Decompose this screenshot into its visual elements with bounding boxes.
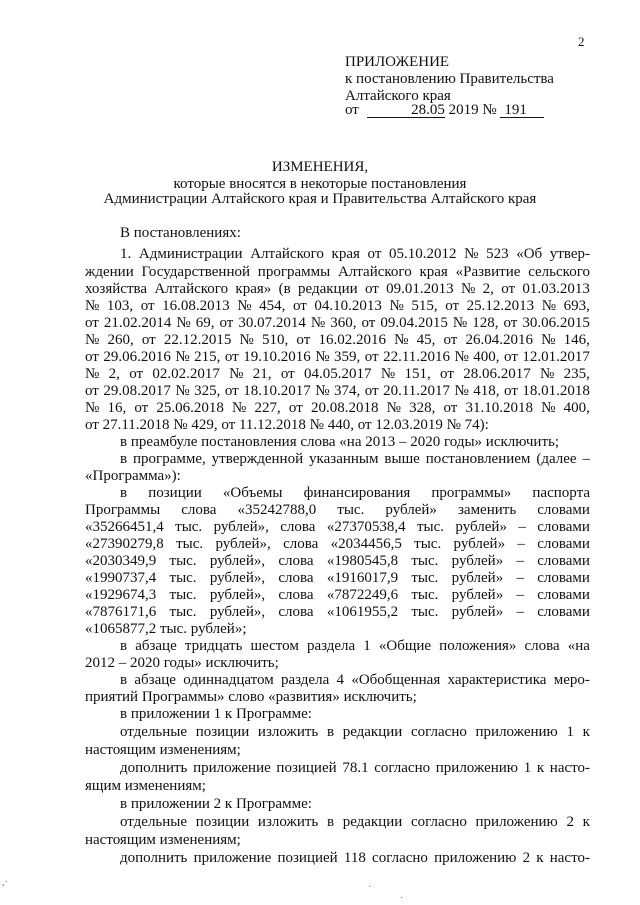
body-line: настоящим изменениям; (85, 832, 241, 848)
body-line: «27390279,8 тыс. рублей», слова «2034456,5 тыс. рублей» – словами (85, 536, 590, 552)
body-line: «Программа»): (85, 468, 181, 484)
body-line: № 2, от 02.02.2017 № 21, от 04.05.2017 № 151, от 28.06.2017 № 235, (85, 366, 590, 382)
appendix-date-line (345, 102, 544, 119)
body-line: в преамбуле постановления слова «на 2013 – 2020 годы» исключить; (120, 434, 560, 450)
body-line: «35266451,4 тыс. рублей», слова «27370538,4 тыс. рублей» – словами (85, 519, 590, 535)
body-line: дополнить приложение позицией 78.1 согласно приложению 1 к насто- (120, 760, 590, 776)
scan-mark: ,· (2, 877, 8, 888)
body-line: «2030349,9 тыс. рублей», слова «1980545,8 тыс. рублей» – словами (85, 553, 590, 569)
body-line: отдельные позиции изложить в редакции согласно приложению 1 к (120, 724, 590, 740)
scan-mark: · (368, 882, 372, 893)
body-line: № 16, от 25.06.2018 № 227, от 20.08.2018 № 328, от 31.10.2018 № 400, (85, 400, 590, 416)
body-line: в позиции «Объемы финансирования программы» паспорта (120, 485, 590, 501)
body-line: 2012 – 2020 годы» исключить; (85, 655, 279, 671)
body-line: «1929674,3 тыс. рублей», слова «7872249,6 тыс. рублей» – словами (85, 587, 590, 603)
body-line: ящим изменениям; (85, 778, 206, 794)
body-line: Программы слова «35242788,0 тыс. рублей» заменить словами (85, 502, 590, 518)
body-line: настоящим изменениям; (85, 742, 241, 758)
page-number: 2 (578, 34, 585, 49)
body-line: приятий Программы» слово «развития» исключить; (85, 689, 417, 705)
body-line: дополнить приложение позицией 118 согласно приложению 2 к насто- (120, 850, 590, 866)
body-line: от 29.08.2017 № 325, от 18.10.2017 № 374, от 20.11.2017 № 418, от 18.01.2018 (85, 383, 590, 399)
scan-mark: · (400, 893, 404, 904)
body-line: В постановлениях: (120, 225, 241, 241)
body-line: в приложении 1 к Программе: (120, 706, 312, 722)
number-sign: № (482, 102, 497, 118)
document-number: 191 (500, 103, 544, 118)
body-line: от 21.02.2014 № 69, от 30.07.2014 № 360, от 09.04.2015 № 128, от 30.06.2015 (85, 315, 590, 331)
body-line: «7876171,6 тыс. рублей», слова «1061955,2 тыс. рублей» – словами (85, 604, 590, 620)
year: 2019 (448, 102, 479, 118)
appendix-region-line: Алтайского края (345, 88, 451, 104)
body-line: 1. Администрации Алтайского края от 05.10.2012 № 523 «Об утвер- (120, 246, 590, 262)
appendix-label: ПРИЛОЖЕНИЕ (345, 54, 450, 70)
body-line: хозяйства Алтайского края» (в редакции от 09.01.2013 № 2, от 01.03.2013 (85, 281, 590, 297)
document-subtitle-1: которые вносятся в некоторые постановления (173, 176, 467, 192)
date-value: 28.05 (367, 103, 445, 118)
document-title: ИЗМЕНЕНИЯ, (271, 159, 369, 175)
document-subtitle-2: Администрации Алтайского края и Правительства Алтайского края (103, 191, 537, 207)
body-line: «1990737,4 тыс. рублей», слова «1916017,9 тыс. рублей» – словами (85, 570, 590, 586)
body-line: в абзаце тридцать шестом раздела 1 «Общие положения» слова «на (120, 638, 590, 654)
body-line: в абзаце одиннадцатом раздела 4 «Обобщенная характеристика меро- (120, 672, 590, 688)
body-line: ждении Государственной программы Алтайского края «Развитие сельского (85, 264, 590, 280)
body-line: № 260, от 22.12.2015 № 510, от 16.02.2016 № 45, от 26.04.2016 № 146, (85, 332, 590, 348)
body-line: от 29.06.2016 № 215, от 19.10.2016 № 359, от 22.11.2016 № 400, от 12.01.2017 (85, 349, 590, 365)
body-line: отдельные позиции изложить в редакции согласно приложению 2 к (120, 814, 590, 830)
body-line: в программе, утвержденной указанным выше постановлением (далее – (120, 451, 590, 467)
body-line: «1065877,2 тыс. рублей»; (85, 621, 247, 637)
body-line: № 103, от 16.08.2013 № 454, от 04.10.2013 № 515, от 25.12.2013 № 693, (85, 298, 590, 314)
body-line: в приложении 2 к Программе: (120, 796, 312, 812)
date-prefix: от (345, 102, 359, 118)
appendix-resolution-line: к постановлению Правительства (345, 71, 554, 87)
body-line: от 27.11.2018 № 429, от 11.12.2018 № 440, от 12.03.2019 № 74): (85, 417, 489, 433)
